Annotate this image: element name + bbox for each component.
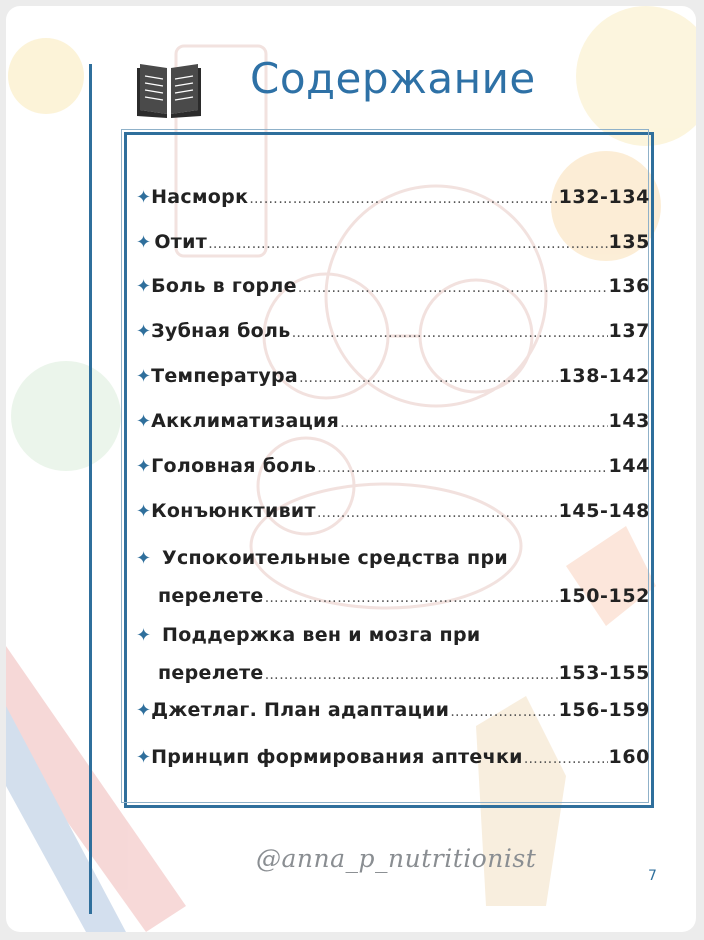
toc-entry[interactable] [136,539,650,615]
toc-entry-label: Конъюнктивит [151,500,316,522]
toc-entry-pages: 132-134 [558,186,650,208]
toc-entry[interactable] [136,492,650,530]
toc-entry-pages: 138-142 [558,365,650,387]
toc-entry[interactable] [136,402,650,440]
toc-entry[interactable] [136,223,650,261]
four-point-star-icon: ✦ [136,625,152,646]
toc-entry[interactable] [136,178,650,216]
toc-entry-pages: 144 [608,455,650,477]
page-number: 7 [648,868,657,884]
toc-entry[interactable] [136,616,650,692]
leader-dots [298,269,608,307]
leader-dots [524,740,608,778]
toc-entry[interactable] [136,691,650,729]
toc-entry[interactable] [136,738,650,776]
leader-dots [317,449,607,487]
toc-entry[interactable] [136,312,650,350]
toc-entry-pages: 136 [608,275,650,297]
toc-entry-pages: 145-148 [558,500,650,522]
four-point-star-icon: ✦ [136,187,152,208]
toc-entry-pages: 153-155 [558,662,650,684]
four-point-star-icon: ✦ [136,548,152,569]
toc-entry-label-continued: перелете [158,662,264,684]
toc-entry-label: Успокоительные средства при [162,547,508,569]
four-point-star-icon: ✦ [136,232,152,253]
leader-dots [292,314,608,352]
open-book-icon [136,56,202,118]
toc-entry-label: Отит [154,231,208,253]
four-point-star-icon: ✦ [136,411,152,432]
author-signature: @anna_p_nutritionist [256,844,537,873]
toc-entry-label: Насморк [151,186,249,208]
toc-entry-pages: 156-159 [558,699,650,721]
left-vertical-rule [89,64,92,914]
toc-entry-pages: 160 [608,746,650,768]
leader-dots [299,359,558,397]
toc-entry-label: Принцип формирования аптечки [151,746,523,768]
toc-entry-label: Температура [151,365,299,387]
leader-dots [208,225,607,263]
toc-entry[interactable] [136,447,650,485]
toc-entry-label: Зубная боль [151,320,291,342]
leader-dots [265,579,558,617]
toc-entry[interactable] [136,267,650,305]
toc-entry-pages: 150-152 [558,585,650,607]
four-point-star-icon: ✦ [136,321,152,342]
leader-dots [450,693,557,731]
four-point-star-icon: ✦ [136,747,152,768]
four-point-star-icon: ✦ [136,501,152,522]
four-point-star-icon: ✦ [136,366,152,387]
toc-entry-label: Джетлаг. План адаптации [151,699,450,721]
toc-entry[interactable] [136,357,650,395]
page-title: Содержание [250,54,536,103]
toc-entry-label: Головная боль [151,455,317,477]
four-point-star-icon: ✦ [136,276,152,297]
leader-dots [317,494,558,532]
toc-entry-label: Акклиматизация [151,410,340,432]
four-point-star-icon: ✦ [136,700,152,721]
four-point-star-icon: ✦ [136,456,152,477]
leader-dots [265,656,558,694]
toc-entry-pages: 137 [608,320,650,342]
page [6,6,696,932]
toc-entry-label-continued: перелете [158,585,264,607]
toc-entry-label: Боль в горле [151,275,297,297]
toc-entry-label: Поддержка вен и мозга при [162,624,481,646]
leader-dots [249,180,557,218]
toc-entry-pages: 143 [608,410,650,432]
toc-entry-pages: 135 [608,231,650,253]
leader-dots [340,404,607,442]
